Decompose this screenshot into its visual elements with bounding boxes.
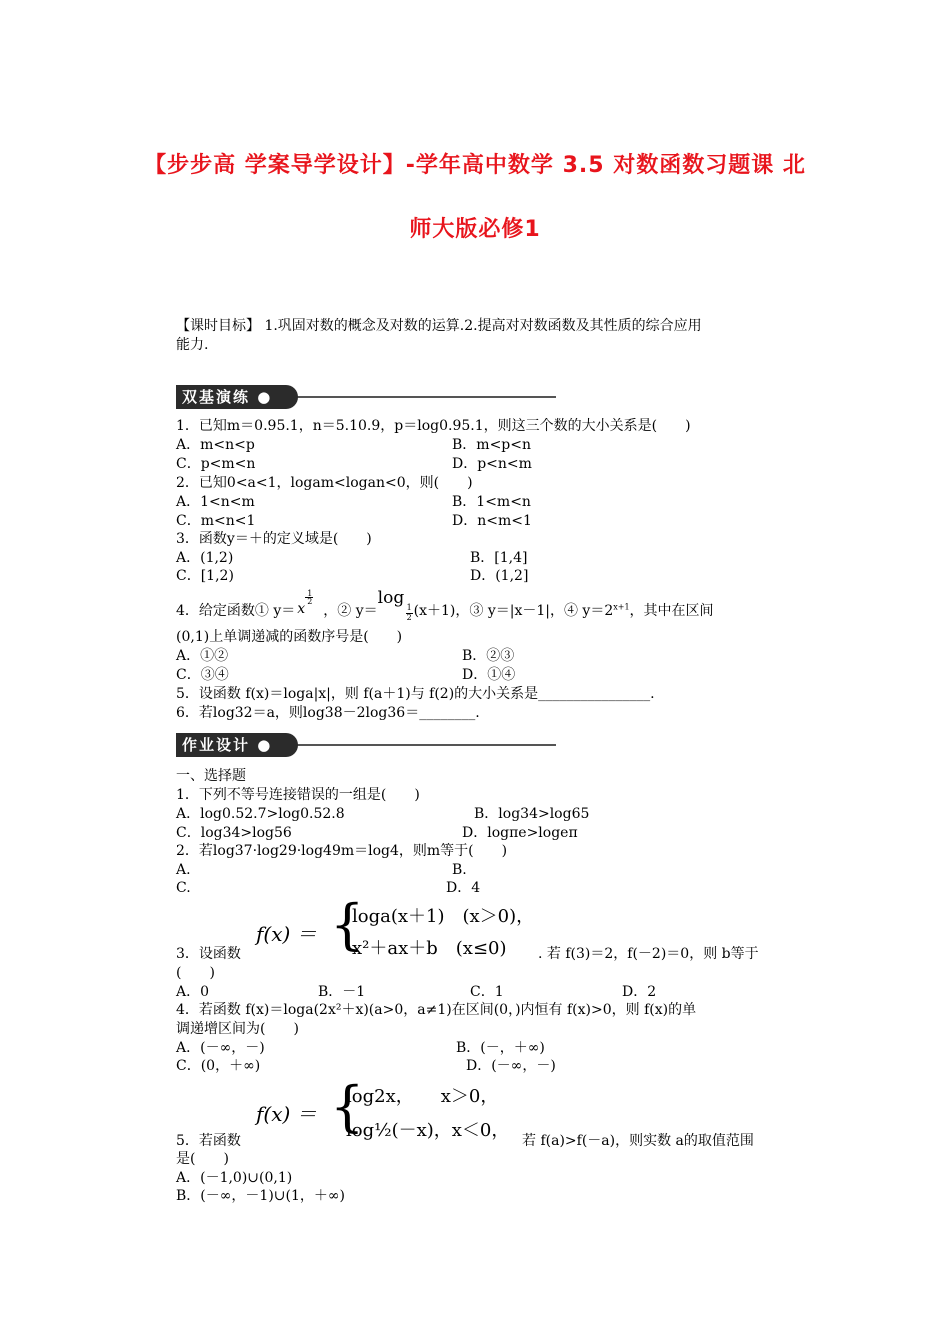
basic-q1-option-b: B．m<p<n <box>452 437 532 453</box>
basic-q4-mid1: ，② y＝ <box>323 603 378 619</box>
objective-line-1: 【课时目标】 1.巩固对数的概念及对数的运算.2.提高对对数函数及其性质的综合应用 <box>176 318 702 334</box>
homework-q4-option-c: C．(0，＋∞) <box>176 1058 261 1074</box>
basic-q3-option-c: C．[1,2) <box>176 568 234 584</box>
section-label-text: 双基演练 <box>182 388 251 406</box>
basic-q2-option-d: D．n<m<1 <box>452 513 532 529</box>
homework-q3-option-c: C．1 <box>470 984 504 1000</box>
basic-q3-option-d: D．(1,2] <box>470 568 529 584</box>
basic-q4-suffix: ，其中在区间 <box>629 603 714 619</box>
basic-q2-option-a: A．1<n<m <box>176 494 255 510</box>
basic-q4-option-b: B．②③ <box>462 648 515 664</box>
homework-q5-prefix: 5．若函数 <box>176 1133 241 1149</box>
formula-row-1: loga(x＋1) (x＞0)， <box>352 906 535 927</box>
basic-q2-option-c: C．m<n<1 <box>176 513 256 529</box>
section-rule <box>294 396 556 398</box>
homework-q2: 2．若log37·log29·log49m＝log4，则m等于( ) <box>176 843 508 859</box>
formula-lhs: f(x) ＝ <box>256 1102 317 1126</box>
basic-q4-prefix: 4．给定函数① y＝ <box>176 603 296 619</box>
formula-row-2: x²＋ax＋b (x≤0) <box>352 938 507 959</box>
homework-q3-prefix: 3．设函数 <box>176 946 241 962</box>
objective-line-2: 能力. <box>176 337 209 353</box>
log-text: log <box>377 588 405 608</box>
homework-q5-option-a: A．(－1,0)∪(0,1) <box>176 1170 293 1186</box>
homework-q1-option-a: A．log0.52.7>log0.52.8 <box>176 806 345 822</box>
homework-q1-option-d: D．logπe>logeπ <box>462 825 578 841</box>
homework-q3-option-a: A．0 <box>176 984 210 1000</box>
section-label: 作业设计 ● <box>176 733 298 757</box>
homework-q4-option-b: B．(－，＋∞) <box>456 1040 545 1056</box>
basic-q1: 1．已知m＝0.95.1，n＝5.10.9，p＝log0.95.1，则这三个数的大小关系是( ) <box>176 418 691 434</box>
section-label-text: 作业设计 <box>182 736 251 754</box>
formula-row-1: log2x， x＞0， <box>346 1086 499 1107</box>
section-header-homework <box>176 733 556 759</box>
homework-q3-option-d: D．2 <box>622 984 657 1000</box>
basic-q3-option-a: A．(1,2) <box>176 550 234 566</box>
power-function-x-neg-half: x 1 2 <box>297 589 313 617</box>
left-brace: { <box>330 893 365 956</box>
basic-q4-line-2: (0,1)上单调递减的函数序号是( ) <box>176 629 403 645</box>
homework-q2-option-c: C. <box>176 880 191 896</box>
log-half-symbol: log 1 2 <box>377 588 412 622</box>
basic-q3-option-b: B．[1,4] <box>470 550 528 566</box>
homework-q1-option-c: C．log34>log56 <box>176 825 292 841</box>
homework-q5-option-b: B．(－∞，－1)∪(1，＋∞) <box>176 1188 346 1204</box>
homework-q4: 4．若函数 f(x)＝loga(2x²＋x)(a>0，a≠1)在区间(0，)内恒有 f(x)>0，则 f(x)的单 <box>176 1002 697 1018</box>
piecewise-formula-2 <box>256 1075 526 1144</box>
homework-q1: 1．下列不等号连接错误的一组是( ) <box>176 787 420 803</box>
homework-q4-line-2: 调递增区间为( ) <box>176 1021 299 1037</box>
basic-q1-option-d: D．p<n<m <box>452 456 532 472</box>
basic-q5: 5．设函数 f(x)＝loga|x|，则 f(a＋1)与 f(2)的大小关系是________________. <box>176 686 655 702</box>
homework-q3-suffix: . 若 f(3)＝2，f(－2)＝0，则 b等于 <box>538 946 759 962</box>
homework-q5-suffix: 若 f(a)>f(－a)，则实数 a的取值范围 <box>522 1133 754 1149</box>
basic-q4-option-a: A．①② <box>176 648 229 664</box>
homework-q5-line-2: 是( ) <box>176 1151 229 1167</box>
basic-q4-option-c: C．③④ <box>176 667 229 683</box>
basic-q4-mid2: (x＋1)，③ y＝|x－1|，④ y＝2 <box>413 603 614 619</box>
basic-q4 <box>176 588 714 622</box>
section-rule <box>294 744 556 746</box>
basic-q6: 6．若log32＝a，则log38－2log36＝________. <box>176 705 480 721</box>
formula-row-2: log½(－x)，x＜0， <box>346 1120 510 1141</box>
homework-q1-option-b: B．log34>log65 <box>474 806 590 822</box>
basic-q2-option-b: B．1<m<n <box>452 494 531 510</box>
homework-q3-paren: ( ) <box>176 965 215 981</box>
homework-q2-option-d: D．4 <box>446 880 481 896</box>
document-title-line-2: 师大版必修1 <box>409 217 541 242</box>
homework-q4-option-a: A．(－∞，－) <box>176 1040 265 1056</box>
homework-q4-option-d: D．(－∞，－) <box>466 1058 556 1074</box>
homework-q3-option-b: B．－1 <box>318 984 366 1000</box>
basic-q1-option-c: C．p<m<n <box>176 456 256 472</box>
homework-q2-option-b: B. <box>452 862 467 878</box>
basic-q3: 3．函数y＝＋的定义域是( ) <box>176 531 372 547</box>
basic-q1-option-a: A．m<n<p <box>176 437 255 453</box>
basic-q2: 2．已知0<a<1，logam<logan<0，则( ) <box>176 475 473 491</box>
formula-lhs: f(x) ＝ <box>256 922 317 946</box>
piecewise-formula-1 <box>256 893 556 960</box>
section-header-basic <box>176 385 556 411</box>
homework-q2-option-a: A. <box>176 862 191 878</box>
left-brace: { <box>330 1075 365 1138</box>
document-title-line-1: 【步步高 学案导学设计】-学年高中数学 3.5 对数函数习题课 北 <box>144 153 806 178</box>
basic-q4-exponent: x+1 <box>613 602 630 612</box>
homework-part-title: 一、选择题 <box>176 768 246 784</box>
section-label: 双基演练 ● <box>176 385 298 409</box>
basic-q4-option-d: D．①④ <box>462 667 516 683</box>
